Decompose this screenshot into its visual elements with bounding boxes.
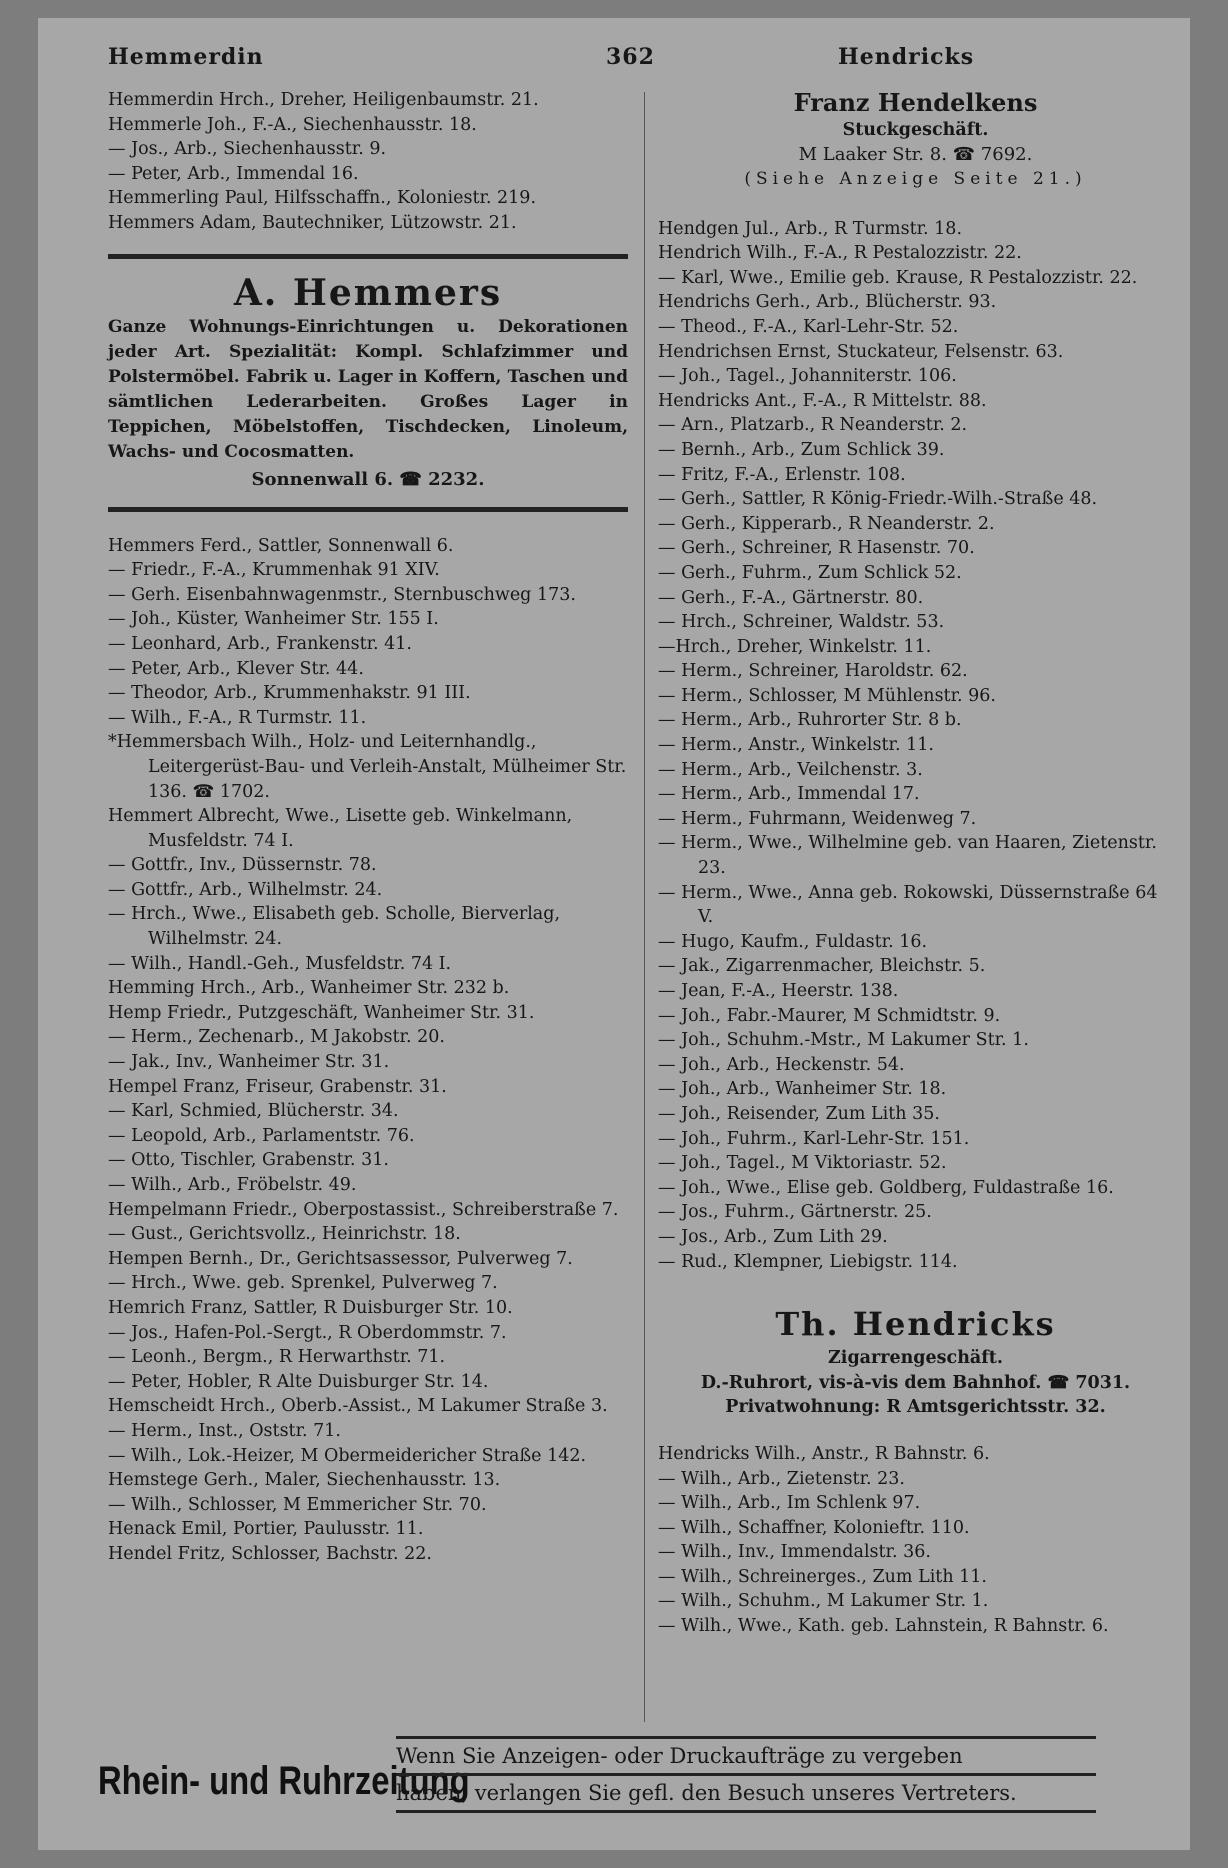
directory-entry: Hemmers Adam, Bautechniker, Lützowstr. 21. bbox=[108, 212, 517, 233]
column-divider bbox=[644, 92, 645, 1722]
directory-entry: — Bernh., Arb., Zum Schlick 39. bbox=[658, 439, 945, 460]
directory-entry: Hemstege Gerh., Maler, Siechenhausstr. 13. bbox=[108, 1470, 501, 1491]
hendelkens-ad-name: Franz Hendelkens bbox=[793, 88, 1038, 117]
directory-entry: — Herm., Wwe., Anna geb. Rokowski, Düssernstraße 64 V. bbox=[658, 882, 1158, 928]
directory-entry: — Gerh., Sattler, R König-Friedr.-Wilh.-Straße 48. bbox=[658, 489, 1098, 510]
directory-entry: Hendel Fritz, Schlosser, Bachstr. 22. bbox=[108, 1543, 432, 1564]
directory-entry: — Wilh., Schuhm., M Lakumer Str. 1. bbox=[658, 1591, 989, 1612]
directory-entry: Hemming Hrch., Arb., Wanheimer Str. 232 b. bbox=[108, 978, 510, 999]
directory-entry: — Herm., Zechenarb., M Jakobstr. 20. bbox=[108, 1027, 445, 1048]
hemmers-ad-contact bbox=[108, 465, 628, 495]
telephone-icon: ☎ bbox=[399, 468, 429, 490]
footer-text bbox=[396, 1736, 1096, 1813]
hemmers-ad-address: Sonnenwall 6. bbox=[251, 468, 394, 490]
directory-entry: — Hrch., Wwe., Elisabeth geb. Scholle, Bierverlag, Wilhelmstr. 24. bbox=[108, 904, 561, 950]
hendricks-ad-name: Th. Hendricks bbox=[775, 1305, 1056, 1344]
directory-entry: — Wilh., Schaffner, Kolonieftr. 110. bbox=[658, 1517, 970, 1538]
directory-entry: — Gottfr., Inv., Düssernstr. 78. bbox=[108, 855, 377, 876]
footer-line-2: haben, verlangen Sie gefl. den Besuch unseres Vertreters. bbox=[396, 1776, 1096, 1813]
directory-entry: — Joh., Schuhm.-Mstr., M Lakumer Str. 1. bbox=[658, 1030, 1029, 1051]
directory-entry: — Joh., Arb., Heckenstr. 54. bbox=[658, 1054, 905, 1075]
directory-entry: — Gerh., F.-A., Gärtnerstr. 80. bbox=[658, 587, 924, 608]
directory-entry: Hendricks Wilh., Anstr., R Bahnstr. 6. bbox=[658, 1443, 990, 1464]
directory-entry: — Herm., Arb., Immendal 17. bbox=[658, 784, 920, 805]
newspaper-logo: Rhein- und Ruhrzeitung bbox=[98, 1759, 470, 1803]
directory-entry: — Jak., Zigarrenmacher, Bleichstr. 5. bbox=[658, 956, 986, 977]
directory-entry: Hempel Franz, Friseur, Grabenstr. 31. bbox=[108, 1076, 447, 1097]
directory-entry: — Herm., Fuhrmann, Weidenweg 7. bbox=[658, 808, 977, 829]
directory-entry: — Wilh., Schlosser, M Emmericher Str. 70. bbox=[108, 1494, 487, 1515]
directory-entry: — Herm., Anstr., Winkelstr. 11. bbox=[658, 735, 934, 756]
directory-entry: — Wilh., Arb., Fröbelstr. 49. bbox=[108, 1175, 357, 1195]
directory-entry: Hemp Friedr., Putzgeschäft, Wanheimer Str. 31. bbox=[108, 1002, 535, 1023]
directory-entry: — Otto, Tischler, Grabenstr. 31. bbox=[108, 1150, 389, 1171]
directory-entry: — Herm., Arb., Ruhrorter Str. 8 b. bbox=[658, 710, 962, 731]
left-column bbox=[108, 88, 628, 1567]
hendricks-ad-line1: D.-Ruhrort, vis-à-vis dem Bahnhof. ☎ 7031. bbox=[700, 1372, 1131, 1393]
hemmers-ad-phone: 2232. bbox=[428, 468, 485, 490]
hendelkens-ad bbox=[658, 88, 1173, 191]
header-left: Hemmerdin bbox=[108, 44, 264, 70]
directory-entry: — Hugo, Kaufm., Fuldastr. 16. bbox=[658, 931, 928, 952]
directory-entry: — Fritz, F.-A., Erlenstr. 108. bbox=[658, 464, 906, 485]
hemmers-ad bbox=[108, 271, 628, 495]
directory-entry: Hendrichsen Ernst, Stuckateur, Felsenstr. 63. bbox=[658, 341, 1064, 362]
directory-entry: — Wilh., Lok.-Heizer, M Obermeidericher Straße 142. bbox=[108, 1445, 587, 1466]
directory-entry: Hemmers Ferd., Sattler, Sonnenwall 6. bbox=[108, 535, 454, 556]
header-right: Hendricks bbox=[838, 44, 975, 70]
directory-entry: — Gerh., Fuhrm., Zum Schlick 52. bbox=[658, 562, 962, 583]
hemmers-ad-body: Ganze Wohnungs-Einrichtungen u. Dekorationen jeder Art. Spezialität: Kompl. Schlafzimmer und Polstermöbel. Fabrik u. Lager in Koffern, Taschen und sämtlichen Lederarbeiten. Großes Lager in Teppichen, Möbelstoffen, Tischdecken, Linoleum, Wachs- und Cocosmatten. bbox=[108, 316, 628, 462]
directory-entry: — Gerh., Kipperarb., R Neanderstr. 2. bbox=[658, 513, 995, 534]
directory-entry: Hempelmann Friedr., Oberpostassist., Schreiberstraße 7. bbox=[108, 1199, 619, 1220]
left-entries-top bbox=[108, 88, 628, 236]
directory-entry: — Gust., Gerichtsvollz., Heinrichstr. 18. bbox=[108, 1224, 461, 1245]
directory-entry: Hendrichs Gerh., Arb., Blücherstr. 93. bbox=[658, 292, 997, 313]
directory-entry: Hemmert Albrecht, Wwe., Lisette geb. Winkelmann, Musfeldstr. 74 I. bbox=[108, 806, 573, 851]
directory-entry: — Herm., Wwe., Wilhelmine geb. van Haaren, Zietenstr. 23. bbox=[658, 833, 1157, 879]
directory-entry: Hemmerle Joh., F.-A., Siechenhausstr. 18. bbox=[108, 114, 477, 135]
directory-entry: — Herm., Schreiner, Haroldstr. 62. bbox=[658, 661, 968, 682]
directory-entry: — Jak., Inv., Wanheimer Str. 31. bbox=[108, 1052, 390, 1073]
directory-entry: — Jos., Hafen-Pol.-Sergt., R Oberdommstr. 7. bbox=[108, 1322, 507, 1343]
directory-entry: — Herm., Arb., Veilchenstr. 3. bbox=[658, 759, 923, 780]
directory-entry: Hendgen Jul., Arb., R Turmstr. 18. bbox=[658, 218, 963, 239]
directory-entry: Hempen Bernh., Dr., Gerichtsassessor, Pulverweg 7. bbox=[108, 1248, 573, 1269]
directory-entry: Hendrich Wilh., F.-A., R Pestalozzistr. 22. bbox=[658, 243, 1022, 264]
directory-entry: — Wilh., Handl.-Geh., Musfeldstr. 74 I. bbox=[108, 953, 452, 974]
hendricks-ad-trade: Zigarrengeschäft. bbox=[828, 1348, 1003, 1369]
directory-entry: Hemscheidt Hrch., Oberb.-Assist., M Lakumer Straße 3. bbox=[108, 1396, 608, 1417]
ad-rule-bottom bbox=[108, 507, 628, 512]
hendelkens-ad-note: (Siehe Anzeige Seite 21.) bbox=[744, 168, 1087, 189]
directory-entry: — Theod., F.-A., Karl-Lehr-Str. 52. bbox=[658, 316, 959, 337]
directory-entry: — Peter, Arb., Klever Str. 44. bbox=[108, 658, 364, 679]
directory-entry: — Wilh., Schreinerges., Zum Lith 11. bbox=[658, 1566, 987, 1587]
footer-line-1: Wenn Sie Anzeigen- oder Druckaufträge zu vergeben bbox=[396, 1736, 1096, 1776]
directory-entry: — Peter, Arb., Immendal 16. bbox=[108, 163, 359, 184]
directory-entry: — Joh., Küster, Wanheimer Str. 155 I. bbox=[108, 609, 439, 630]
directory-entry: Hemmerling Paul, Hilfsschaffn., Koloniestr. 219. bbox=[108, 188, 537, 209]
page-number: 362 bbox=[606, 44, 655, 70]
directory-entry: — Joh., Fuhrm., Karl-Lehr-Str. 151. bbox=[658, 1128, 970, 1149]
directory-entry: Hendricks Ant., F.-A., R Mittelstr. 88. bbox=[658, 390, 987, 411]
directory-entry: — Gerh. Eisenbahnwagenmstr., Sternbuschweg 173. bbox=[108, 584, 576, 605]
left-entries bbox=[108, 534, 628, 1567]
directory-entry: — Jos., Arb., Siechenhausstr. 9. bbox=[108, 139, 387, 160]
directory-entry: — Wilh., F.-A., R Turmstr. 11. bbox=[108, 707, 367, 728]
right-entries bbox=[658, 217, 1173, 1275]
directory-entry: — Herm., Inst., Oststr. 71. bbox=[108, 1420, 341, 1441]
directory-entry: — Friedr., F.-A., Krummenhak 91 XIV. bbox=[108, 560, 440, 581]
directory-entry: — Jos., Fuhrm., Gärtnerstr. 25. bbox=[658, 1202, 932, 1223]
directory-entry: — Rud., Klempner, Liebigstr. 114. bbox=[658, 1251, 958, 1272]
directory-entry: Hemmerdin Hrch., Dreher, Heiligenbaumstr. 21. bbox=[108, 90, 539, 110]
directory-entry: — Joh., Tagel., Johanniterstr. 106. bbox=[658, 366, 957, 387]
directory-entry: — Joh., Arb., Wanheimer Str. 18. bbox=[658, 1079, 947, 1100]
directory-entry: — Gottfr., Arb., Wilhelmstr. 24. bbox=[108, 879, 383, 900]
directory-entry: — Peter, Hobler, R Alte Duisburger Str. 14. bbox=[108, 1371, 489, 1392]
directory-entry: — Theodor, Arb., Krummenhakstr. 91 III. bbox=[108, 683, 471, 704]
directory-entry: — Karl, Wwe., Emilie geb. Krause, R Pestalozzistr. 22. bbox=[658, 267, 1138, 288]
hendelkens-ad-address: M Laaker Str. 8. ☎ 7692. bbox=[798, 143, 1033, 165]
directory-entry: — Joh., Fabr.-Maurer, M Schmidtstr. 9. bbox=[658, 1005, 1001, 1026]
directory-entry: — Leonhard, Arb., Frankenstr. 41. bbox=[108, 633, 412, 654]
directory-entry: Henack Emil, Portier, Paulusstr. 11. bbox=[108, 1519, 424, 1540]
directory-entry: — Hrch., Schreiner, Waldstr. 53. bbox=[658, 612, 945, 633]
directory-entry: *Hemmersbach Wilh., Holz- und Leiternhandlg., Leitergerüst-Bau- und Verleih-Anstalt, Mülheimer Str. 136. ☎ 1702. bbox=[108, 732, 627, 802]
directory-entry: — Hrch., Wwe. geb. Sprenkel, Pulverweg 7. bbox=[108, 1273, 498, 1294]
right-column bbox=[658, 88, 1173, 1639]
directory-entry: — Karl, Schmied, Blücherstr. 34. bbox=[108, 1101, 399, 1122]
directory-entry: — Joh., Wwe., Elise geb. Goldberg, Fuldastraße 16. bbox=[658, 1177, 1114, 1198]
directory-entry: — Herm., Schlosser, M Mühlenstr. 96. bbox=[658, 685, 996, 706]
directory-entry: — Wilh., Inv., Immendalstr. 36. bbox=[658, 1542, 931, 1563]
directory-entry: — Wilh., Arb., Im Schlenk 97. bbox=[658, 1493, 921, 1514]
directory-entry: — Gerh., Schreiner, R Hasenstr. 70. bbox=[658, 538, 975, 559]
directory-entry: — Wilh., Arb., Zietenstr. 23. bbox=[658, 1468, 905, 1489]
hendricks-ad-line2: Privatwohnung: R Amtsgerichtsstr. 32. bbox=[725, 1397, 1106, 1418]
directory-entry: — Arn., Platzarb., R Neanderstr. 2. bbox=[658, 415, 968, 436]
hendricks-ad bbox=[658, 1302, 1173, 1420]
directory-entry: — Leopold, Arb., Parlamentstr. 76. bbox=[108, 1125, 415, 1146]
directory-page bbox=[38, 18, 1190, 1850]
directory-entry: — Jos., Arb., Zum Lith 29. bbox=[658, 1226, 888, 1247]
directory-entry: — Joh., Reisender, Zum Lith 35. bbox=[658, 1103, 940, 1124]
hendelkens-ad-trade: Stuckgeschäft. bbox=[842, 120, 989, 140]
directory-entry: — Wilh., Wwe., Kath. geb. Lahnstein, R Bahnstr. 6. bbox=[658, 1616, 1109, 1637]
footer-ad bbox=[98, 1736, 1193, 1836]
directory-entry: — Leonh., Bergm., R Herwarthstr. 71. bbox=[108, 1347, 446, 1368]
directory-entry: — Joh., Tagel., M Viktoriastr. 52. bbox=[658, 1153, 947, 1174]
right-entries-bottom bbox=[658, 1442, 1173, 1639]
directory-entry: Hemrich Franz, Sattler, R Duisburger Str. 10. bbox=[108, 1297, 513, 1318]
directory-entry: —Hrch., Dreher, Winkelstr. 11. bbox=[658, 636, 932, 657]
hemmers-ad-name: A. Hemmers bbox=[233, 271, 503, 314]
ad-rule-top bbox=[108, 254, 628, 259]
directory-entry: — Jean, F.-A., Heerstr. 138. bbox=[658, 981, 899, 1001]
